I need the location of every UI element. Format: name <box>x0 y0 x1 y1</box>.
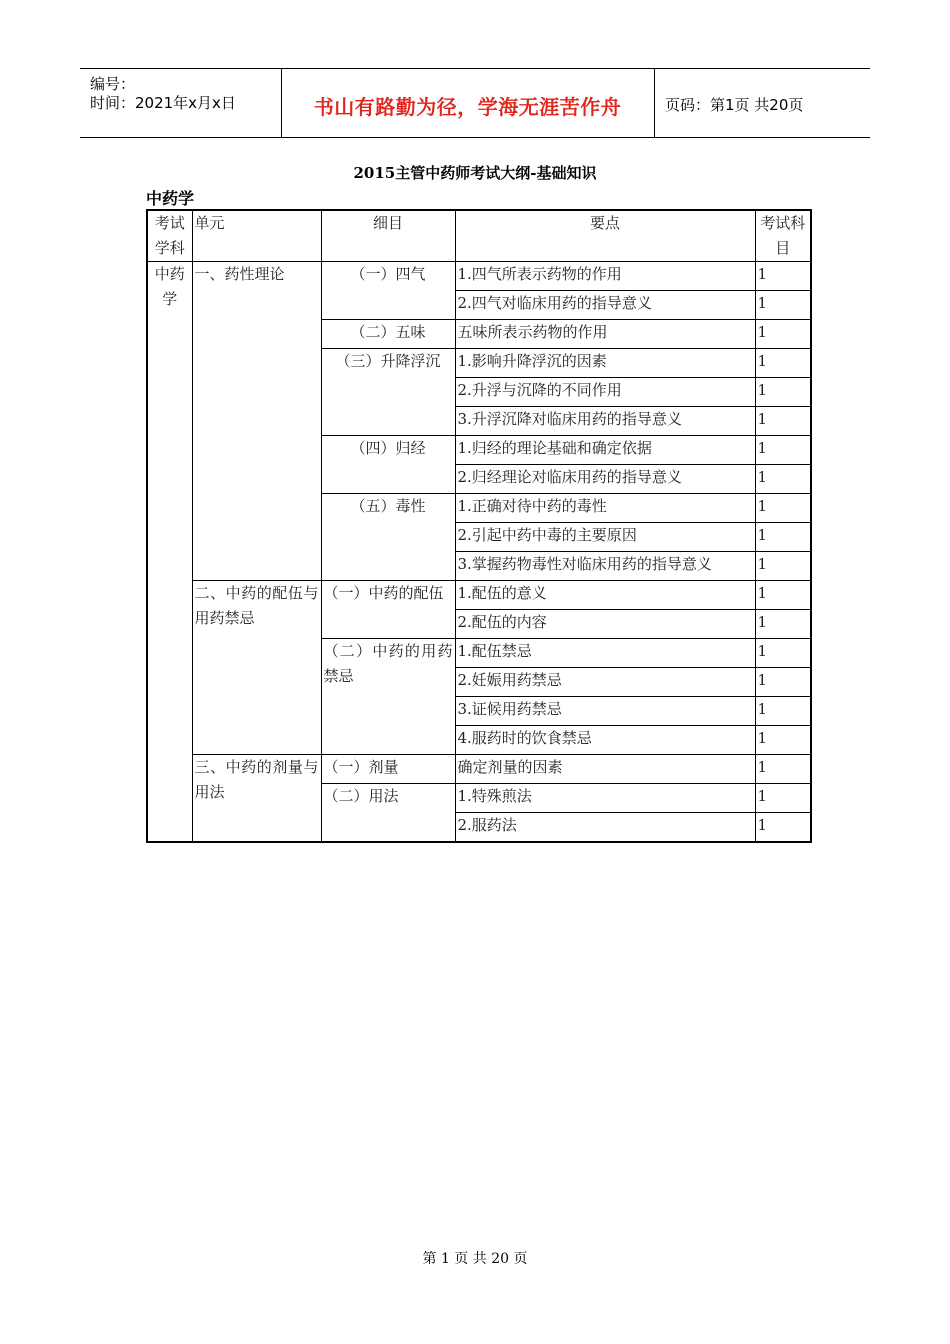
point-cell: 五味所表示药物的作用 <box>455 320 755 349</box>
point-cell: 确定剂量的因素 <box>455 755 755 784</box>
header-subject: 考试学科 <box>147 210 192 262</box>
exam-cell: 1 <box>755 494 811 523</box>
point-cell: 4.服药时的饮食禁忌 <box>455 726 755 755</box>
point-cell: 1.四气所表示药物的作用 <box>455 262 755 291</box>
detail-cell: （一）中药的配伍 <box>321 581 455 639</box>
point-cell: 3.升浮沉降对临床用药的指导意义 <box>455 407 755 436</box>
page-footer: 第 1 页 共 20 页 <box>422 1251 528 1267</box>
subject-heading: 中药学 <box>146 189 195 208</box>
exam-cell: 1 <box>755 552 811 581</box>
motto: 书山有路勤为径，学海无涯苦作舟 <box>313 95 622 119</box>
exam-cell: 1 <box>755 639 811 668</box>
header-points: 要点 <box>455 210 755 262</box>
header-page-cell <box>655 69 870 137</box>
table-row <box>147 755 811 784</box>
document-title: 2015主管中药师考试大纲-基础知识 <box>353 164 597 182</box>
detail-cell: （一）剂量 <box>321 755 455 784</box>
table-row <box>147 262 811 291</box>
detail-cell: （四）归经 <box>321 436 455 494</box>
detail-cell: （二）中药的用药禁忌 <box>321 639 455 755</box>
syllabus-table <box>146 209 812 843</box>
exam-cell: 1 <box>755 697 811 726</box>
header-left-cell <box>80 69 282 137</box>
unit-cell: 一、药性理论 <box>192 262 321 581</box>
header-unit: 单元 <box>192 210 321 262</box>
point-cell: 1.配伍禁忌 <box>455 639 755 668</box>
exam-cell: 1 <box>755 581 811 610</box>
exam-cell: 1 <box>755 465 811 494</box>
point-cell: 2.服药法 <box>455 813 755 843</box>
point-cell: 2.升浮与沉降的不同作用 <box>455 378 755 407</box>
point-cell: 1.影响升降浮沉的因素 <box>455 349 755 378</box>
point-cell: 2.归经理论对临床用药的指导意义 <box>455 465 755 494</box>
header-exam: 考试科目 <box>755 210 811 262</box>
unit-cell: 二、中药的配伍与用药禁忌 <box>192 581 321 755</box>
table-row <box>147 581 811 610</box>
point-cell: 2.妊娠用药禁忌 <box>455 668 755 697</box>
point-cell: 1.正确对待中药的毒性 <box>455 494 755 523</box>
exam-cell: 1 <box>755 726 811 755</box>
header-detail: 细目 <box>321 210 455 262</box>
point-cell: 2.配伍的内容 <box>455 610 755 639</box>
page-info: 页码：第1页 共20页 <box>665 96 804 114</box>
exam-cell: 1 <box>755 784 811 813</box>
header-motto-cell <box>281 69 655 137</box>
detail-cell: （五）毒性 <box>321 494 455 581</box>
point-cell: 2.四气对临床用药的指导意义 <box>455 291 755 320</box>
exam-cell: 1 <box>755 436 811 465</box>
unit-cell: 三、中药的剂量与用法 <box>192 755 321 843</box>
exam-cell: 1 <box>755 523 811 552</box>
exam-cell: 1 <box>755 755 811 784</box>
exam-cell: 1 <box>755 610 811 639</box>
detail-cell: （二）用法 <box>321 784 455 843</box>
exam-cell: 1 <box>755 262 811 291</box>
detail-cell: （三）升降浮沉 <box>321 349 455 436</box>
exam-cell: 1 <box>755 407 811 436</box>
table-header-row <box>147 210 811 262</box>
exam-cell: 1 <box>755 668 811 697</box>
exam-cell: 1 <box>755 320 811 349</box>
exam-cell: 1 <box>755 291 811 320</box>
point-cell: 2.引起中药中毒的主要原因 <box>455 523 755 552</box>
subject-cell: 中药学 <box>147 262 192 843</box>
date-label: 时间：2021年x月x日 <box>90 94 236 112</box>
point-cell: 1.特殊煎法 <box>455 784 755 813</box>
point-cell: 1.归经的理论基础和确定依据 <box>455 436 755 465</box>
exam-cell: 1 <box>755 378 811 407</box>
detail-cell: （二）五味 <box>321 320 455 349</box>
point-cell: 3.掌握药物毒性对临床用药的指导意义 <box>455 552 755 581</box>
exam-cell: 1 <box>755 349 811 378</box>
page-header <box>80 68 870 138</box>
exam-cell: 1 <box>755 813 811 843</box>
point-cell: 1.配伍的意义 <box>455 581 755 610</box>
point-cell: 3.证候用药禁忌 <box>455 697 755 726</box>
detail-cell: （一）四气 <box>321 262 455 320</box>
number-label: 编号： <box>90 75 136 93</box>
